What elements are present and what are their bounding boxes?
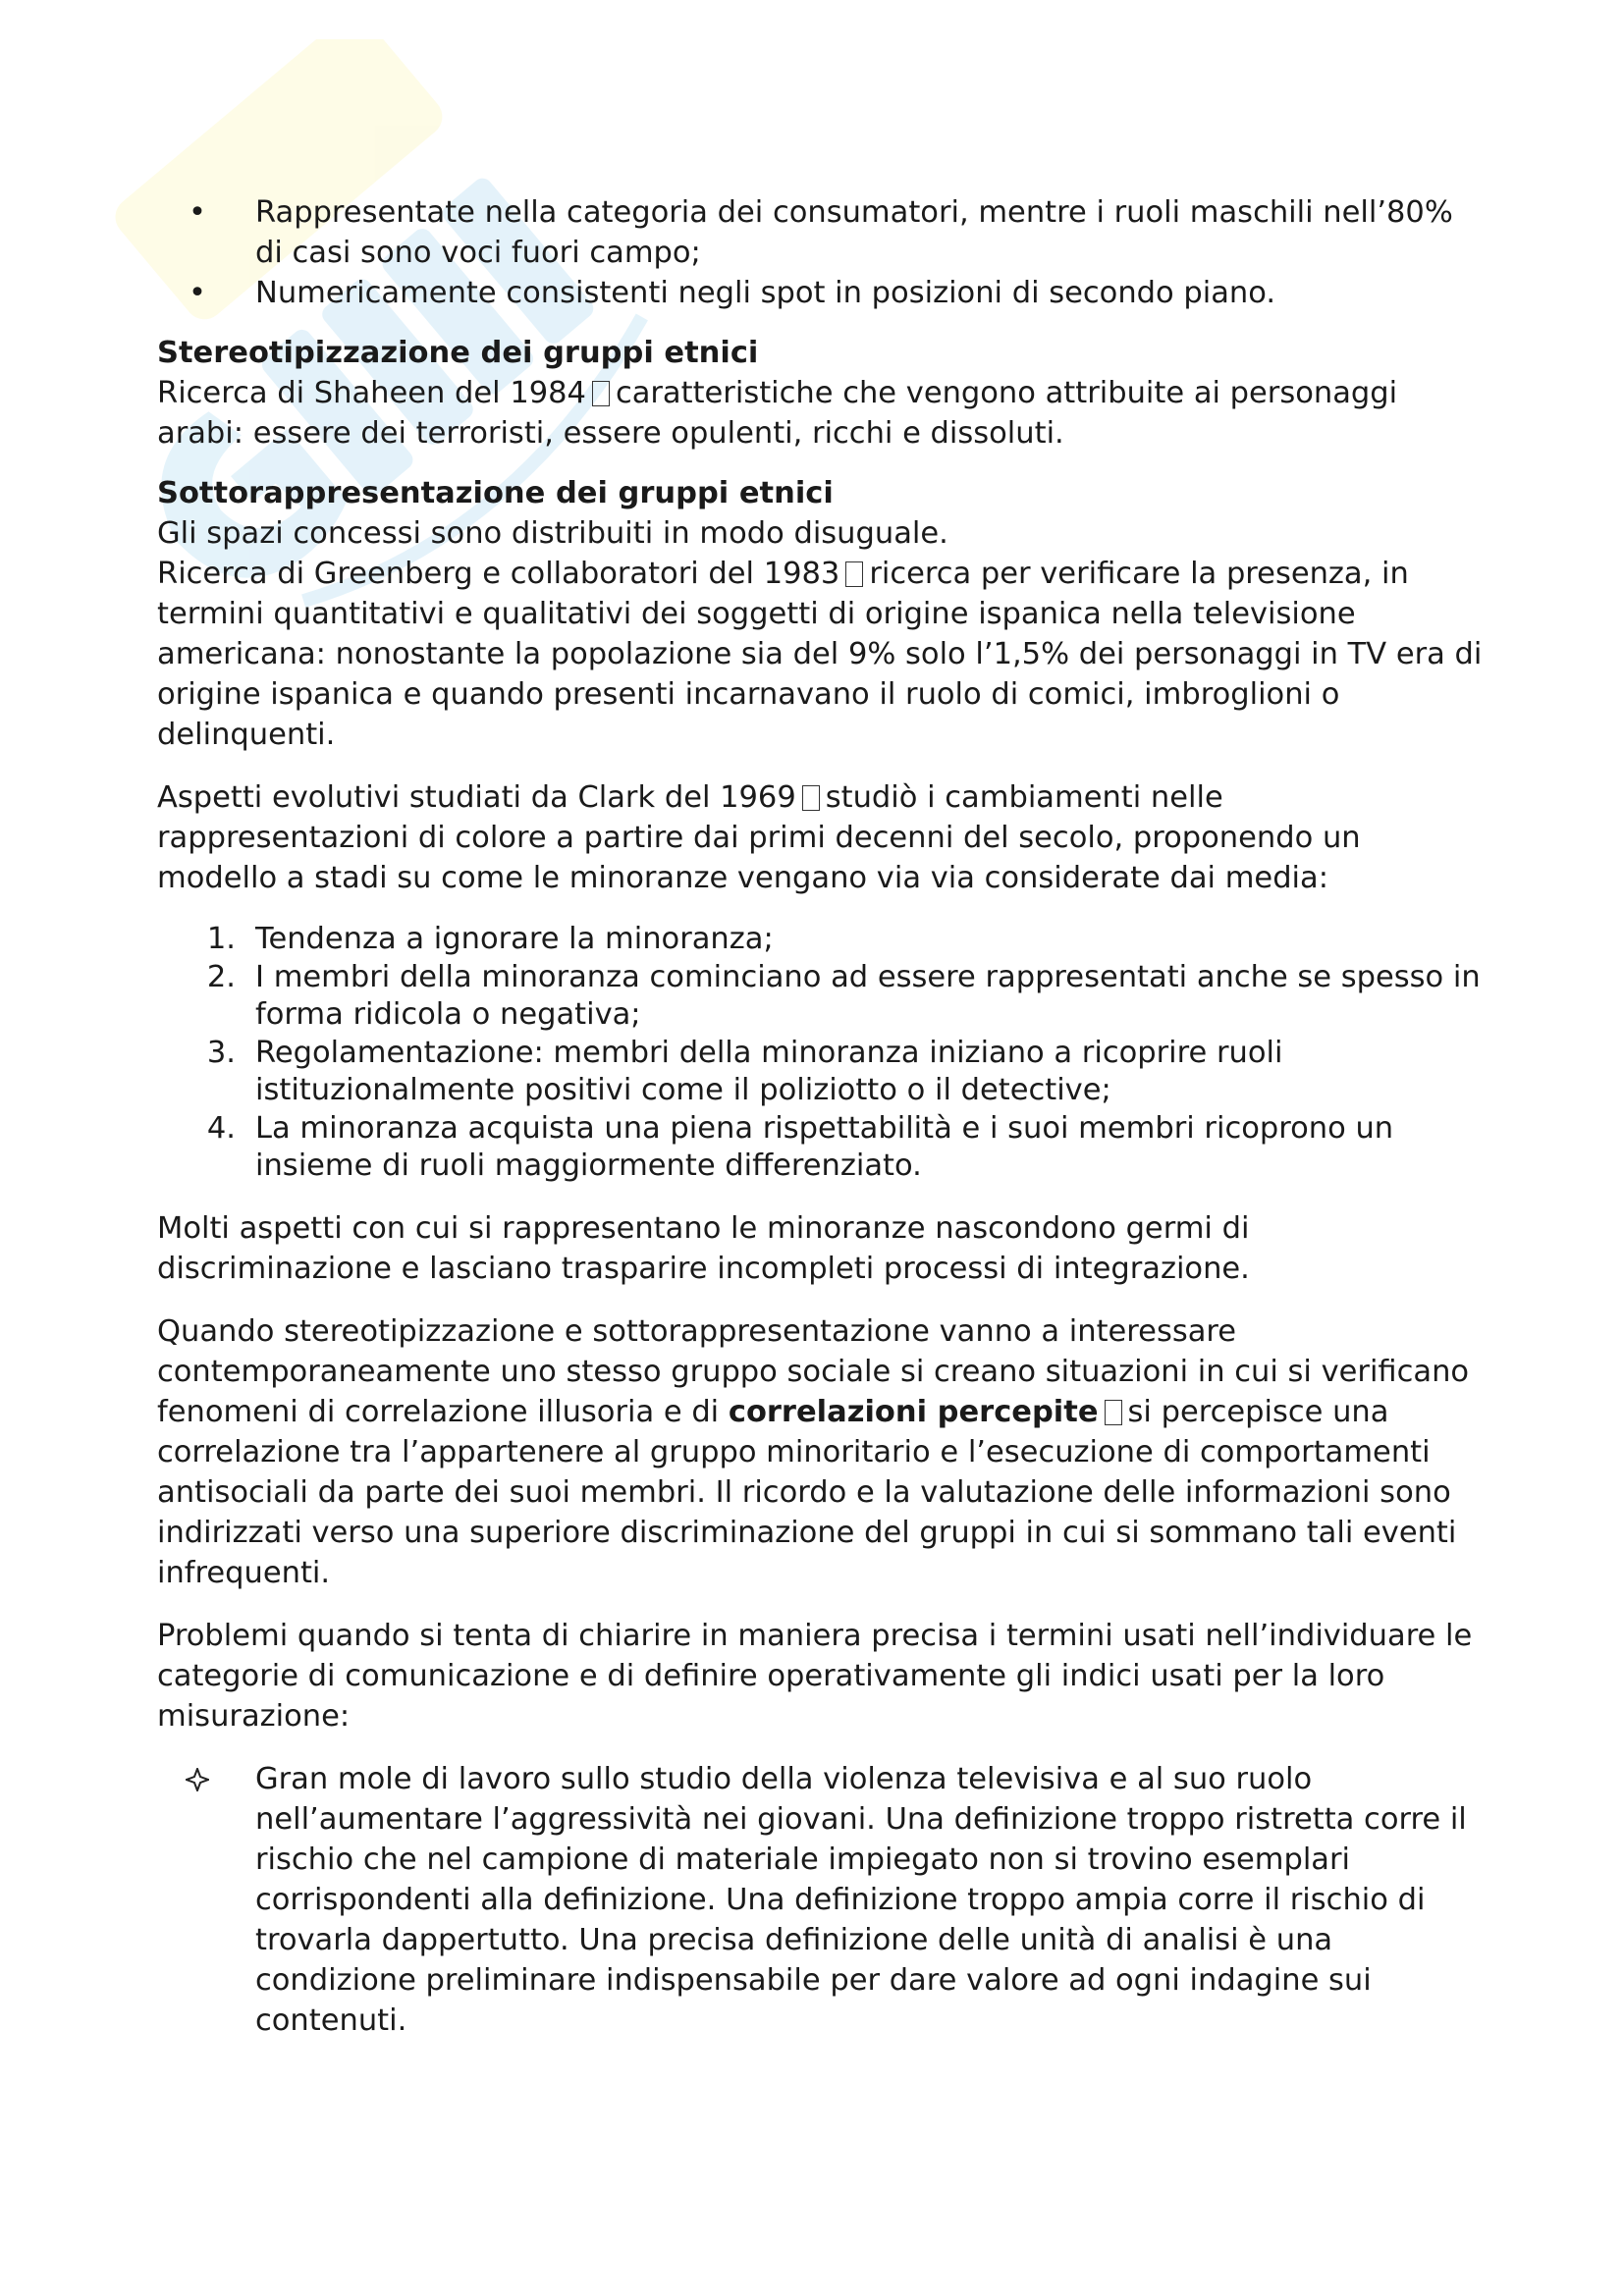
- arrow-placeholder-icon: [592, 381, 610, 406]
- list-number: 2.: [206, 959, 236, 994]
- arrow-placeholder-icon: [1105, 1400, 1122, 1425]
- list-item: 2. I membri della minoranza cominciano ad essere rappresentati anche se spesso in forma ridicola o negativa;: [157, 959, 1483, 1035]
- section-heading-sottorappresentazione: Sottorappresentazione dei gruppi etnici: [157, 476, 834, 510]
- bullet-icon: •: [189, 276, 206, 310]
- paragraph-shaheen: Ricerca di Shaheen del 1984 caratteristiche che vengono attribuite ai personaggi arabi: essere dei terroristi, essere opulenti, ricchi e dissoluti.: [157, 376, 1398, 451]
- list-number: 1.: [206, 922, 236, 956]
- list-number: 4.: [206, 1110, 236, 1146]
- section-heading-stereotipizzazione: Stereotipizzazione dei gruppi etnici: [157, 336, 759, 370]
- paragraph-molti-aspetti: Molti aspetti con cui si rappresentano le minoranze nascondono germi di discriminazione e lasciano trasparire incompleti processi di integrazione.: [157, 1210, 1250, 1286]
- bold-term: correlazioni percepite: [728, 1394, 1099, 1429]
- bullet-icon: •: [189, 195, 206, 230]
- document-body: [157, 192, 1483, 2041]
- paragraph-spazi: Gli spazi concessi sono distribuiti in modo disuguale.: [157, 516, 948, 551]
- diamond-list: [157, 1759, 1483, 2041]
- list-item: • Numericamente consistenti negli spot in posizioni di secondo piano.: [157, 273, 1483, 313]
- list-item: 4. La minoranza acquista una piena rispettabilità e i suoi membri ricoprono un insieme di ruoli maggiormente differenziato.: [157, 1110, 1483, 1186]
- paragraph-correlazioni: Quando stereotipizzazione e sottorappresentazione vanno a interessare contemporaneamente uno stesso gruppo sociale si creano situazioni in cui si verificano fenomeni di correlazione illusoria e di correlazioni percepite si percepisce una correlazione tra l’appartenere al gruppo minoritario e l’esecuzione di comportamenti antisociali da parte dei suoi membri. Il ricordo e la valutazione delle informazioni sono indirizzati verso una superiore discriminazione del gruppi in cui si sommano tali eventi infrequenti.: [157, 1313, 1470, 1590]
- arrow-placeholder-icon: [802, 785, 820, 811]
- arrow-placeholder-icon: [845, 561, 863, 587]
- paragraph-clark: Aspetti evolutivi studiati da Clark del 1969 studiò i cambiamenti nelle rappresentazioni di colore a partire dai primi decenni del secolo, proponendo un modello a stadi su come le minoranze vengano via via considerate dai media:: [157, 780, 1361, 895]
- list-item: 3. Regolamentazione: membri della minoranza iniziano a ricoprire ruoli istituzionalmente positivi come il poliziotto o il detective;: [157, 1035, 1483, 1110]
- bullet-list-top: [157, 192, 1483, 313]
- diamond-bullet-icon: [157, 1759, 238, 1799]
- numbered-list-stages: [157, 921, 1483, 1186]
- list-item: • Rappresentate nella categoria dei consumatori, mentre i ruoli maschili nell’80% di casi sono voci fuori campo;: [157, 192, 1483, 273]
- paragraph-greenberg: Ricerca di Greenberg e collaboratori del 1983 ricerca per verificare la presenza, in termini quantitativi e qualitativi dei soggetti di origine ispanica nella televisione americana: nonostante la popolazione sia del 9% solo l’1,5% dei personaggi in TV era di origine ispanica e quando presenti incarnavano il ruolo di comici, imbroglioni o delinquenti.: [157, 557, 1483, 752]
- paragraph-problemi: Problemi quando si tenta di chiarire in maniera precisa i termini usati nell’individuare le categorie di comunicazione e di definire operativamente gli indici usati per la loro misurazione:: [157, 1618, 1473, 1734]
- list-number: 3.: [206, 1035, 236, 1070]
- list-item: Gran mole di lavoro sullo studio della violenza televisiva e al suo ruolo nell’aumentare l’aggressività nei giovani. Una definizione troppo ristretta corre il rischio che nel campione di materiale impiegato non si trovino esemplari corrispondenti alla definizione. Una definizione troppo ampia corre il rischio di trovarla dappertutto. Una precisa definizione delle unità di analisi è una condizione preliminare indispensabile per dare valore ad ogni indagine sui contenuti.: [157, 1759, 1483, 2041]
- list-item: 1. Tendenza a ignorare la minoranza;: [157, 921, 1483, 959]
